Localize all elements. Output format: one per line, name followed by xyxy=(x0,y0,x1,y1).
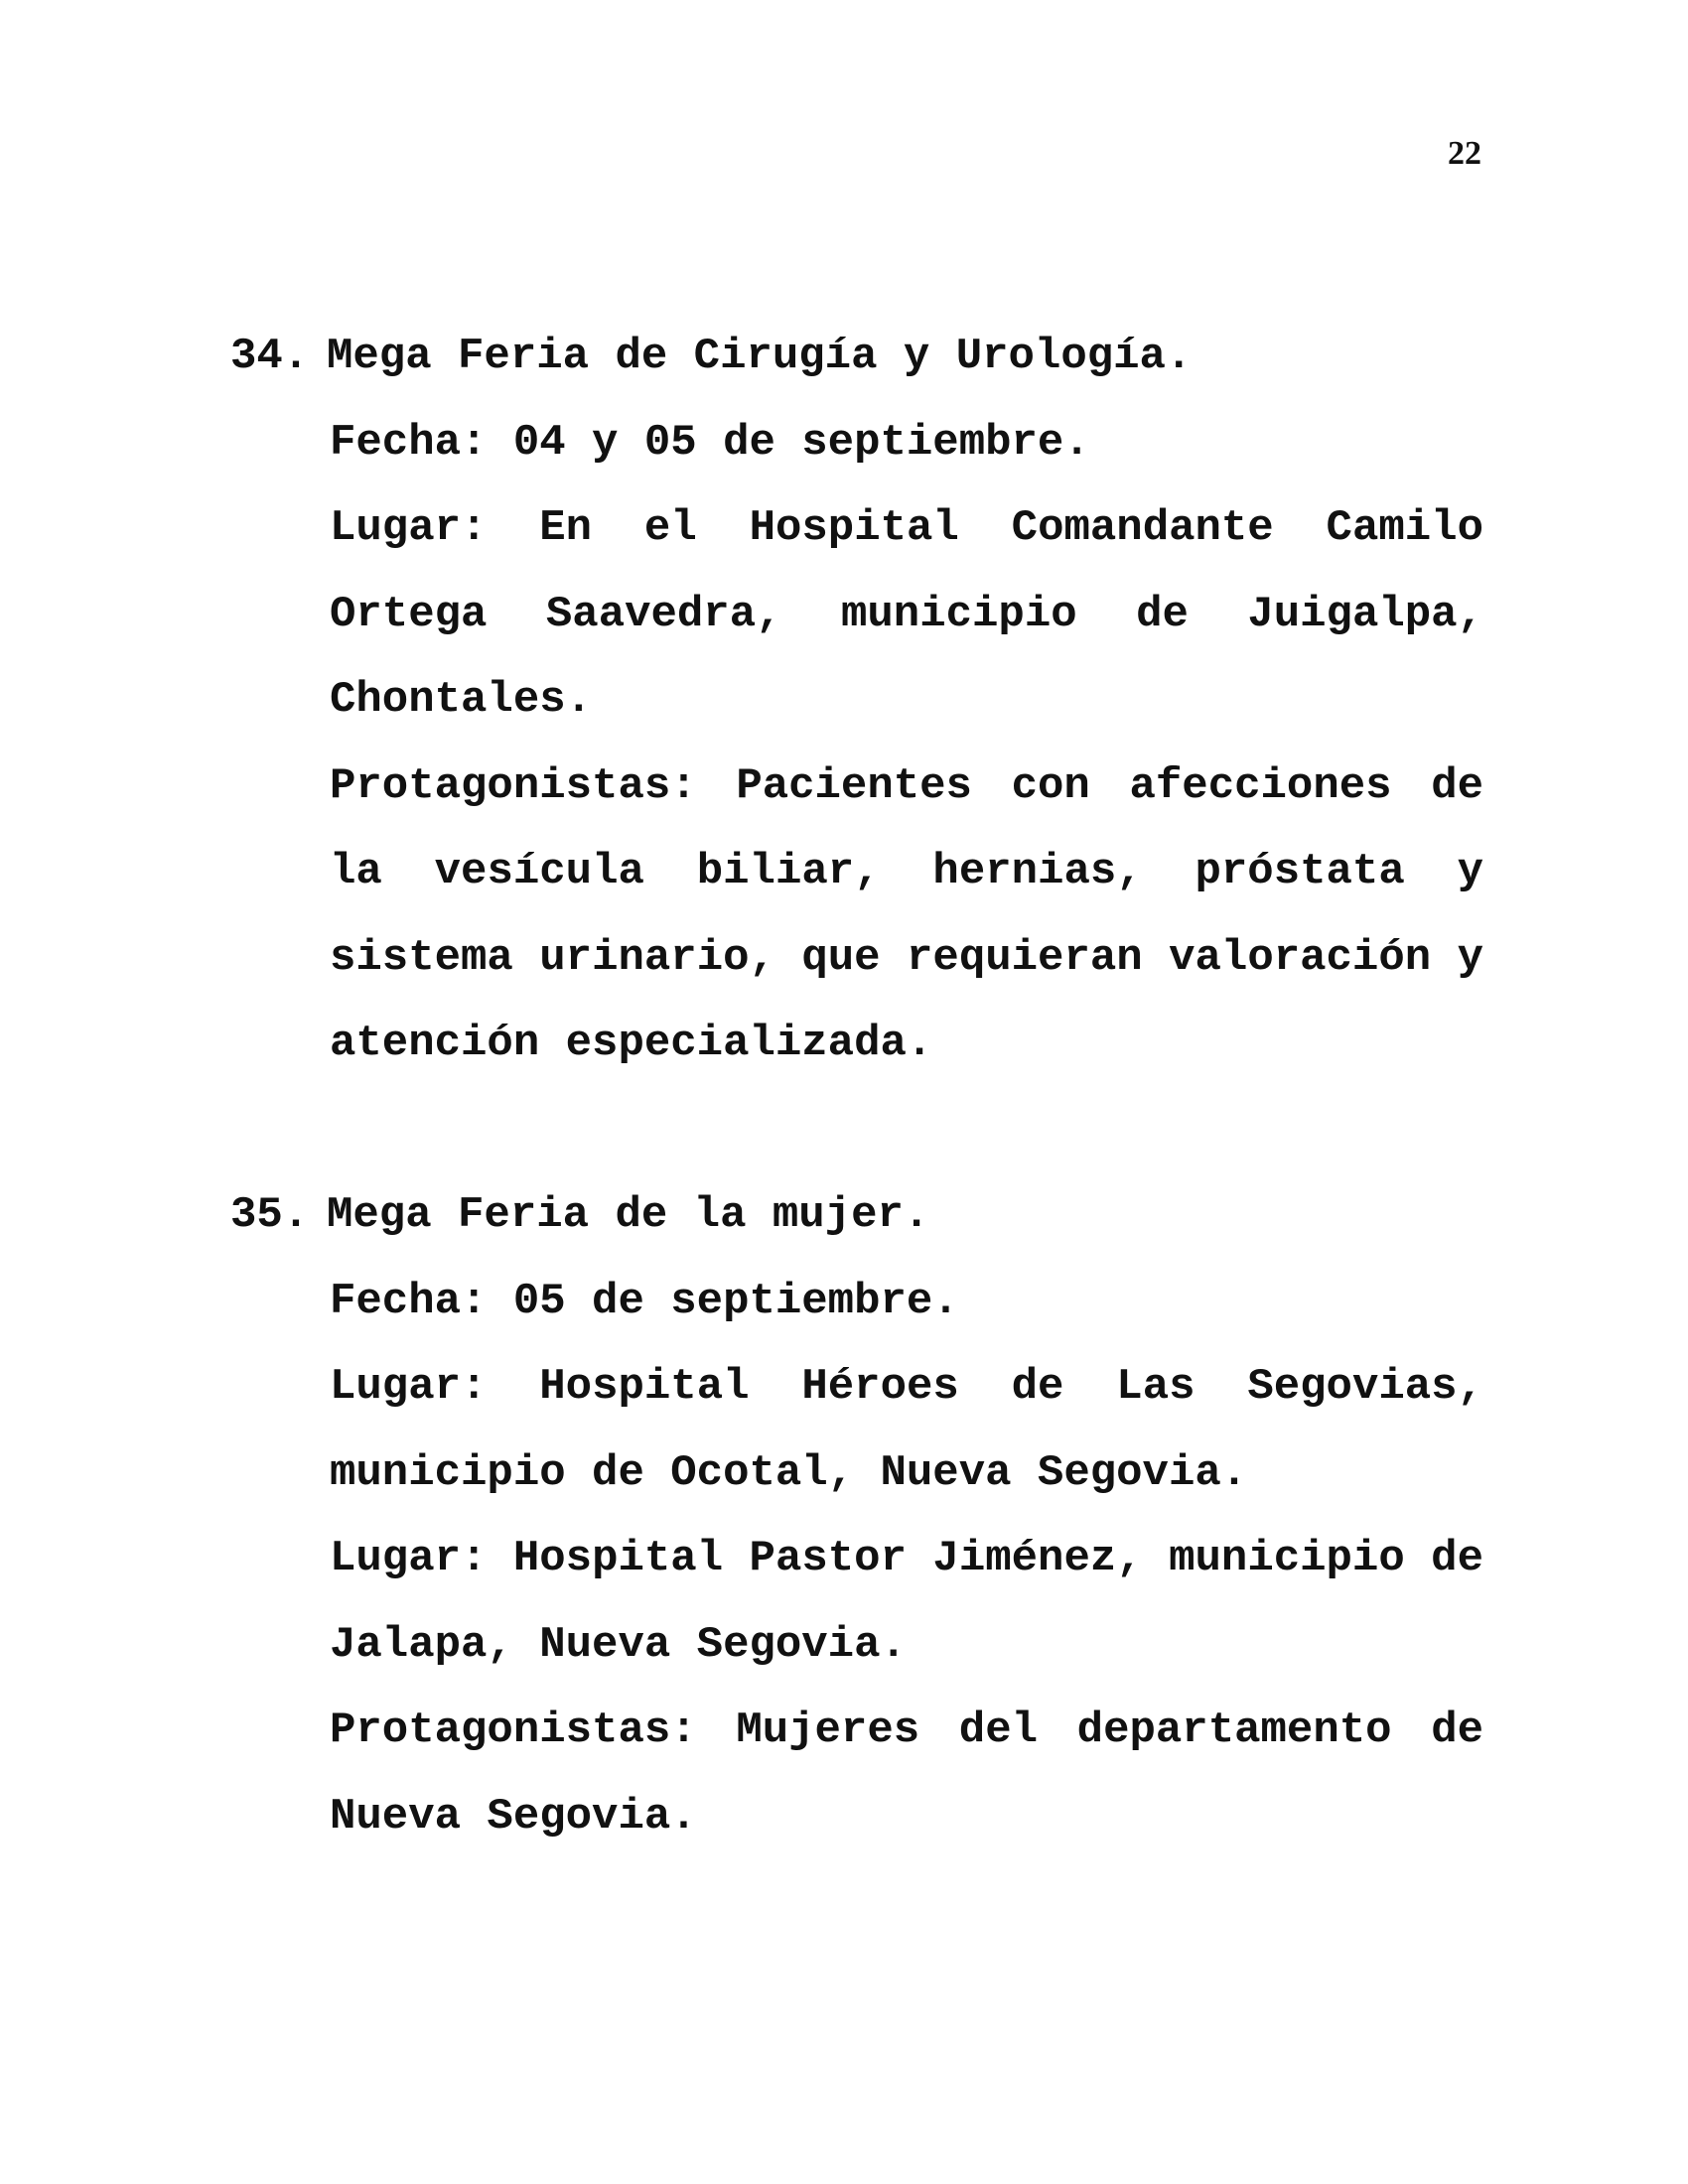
list-item xyxy=(230,314,1483,1087)
item-title: Mega Feria de Cirugía y Urología. xyxy=(327,332,1193,381)
document-body xyxy=(230,314,1483,1859)
item-title: Mega Feria de la mujer. xyxy=(327,1190,930,1240)
participants-field: Protagonistas: Mujeres del departamento de Nueva Segovia. xyxy=(330,1706,1483,1842)
location-field: Lugar: Hospital Pastor Jiménez, municipio de Jalapa, Nueva Segovia. xyxy=(330,1534,1483,1670)
item-number: 34. xyxy=(230,332,310,381)
item-number: 35. xyxy=(230,1190,310,1240)
list-item xyxy=(230,1172,1483,1859)
location-field: Lugar: Hospital Héroes de Las Segovias, municipio de Ocotal, Nueva Segovia. xyxy=(330,1362,1483,1498)
date-field: Fecha: 04 y 05 de septiembre. xyxy=(330,417,1090,468)
date-field: Fecha: 05 de septiembre. xyxy=(330,1276,959,1326)
page-number: 22 xyxy=(1448,135,1481,172)
location-field: Lugar: En el Hospital Comandante Camilo Ortega Saavedra, municipio de Juigalpa, Chontales. xyxy=(330,503,1483,725)
participants-field: Protagonistas: Pacientes con afecciones de la vesícula biliar, hernias, próstata y sistema urinario, que requieran valoración y atención especializada. xyxy=(330,760,1483,1068)
